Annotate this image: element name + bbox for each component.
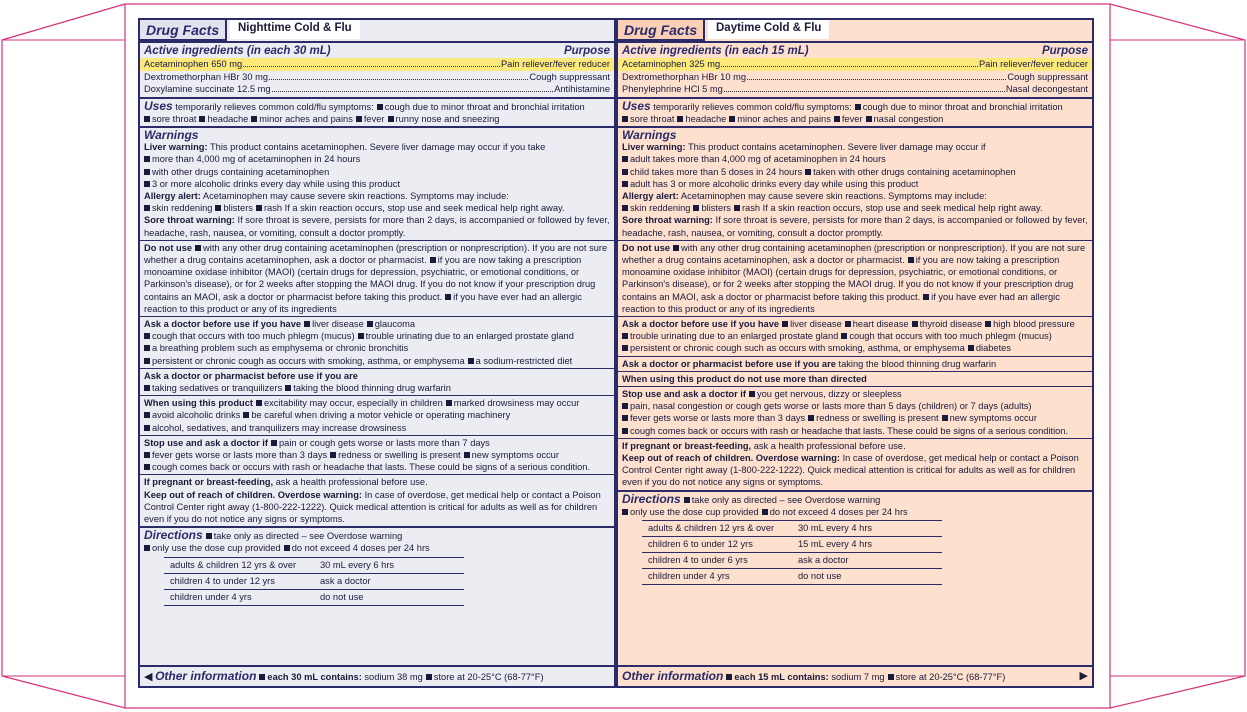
arrow-right-icon: ▶ xyxy=(1079,670,1088,682)
uses-section: Uses temporarily relieves common cold/flu symptoms: cough due to minor throat and bronchial irritation sore throat headache minor aches and pains fever runny nose and sneezing xyxy=(140,97,614,126)
warnings-section: Warnings Liver warning: This product contains acetaminophen. Severe liver damage may occur if you take more than 4,000 mg of acetaminophen in 24 hours with other drugs containing acetaminophen 3 or more alcoholic drinks every day while using this product Allergy alert: Acetaminophen may cause severe skin reactions. Symptoms may include: skin reddening blisters rash If a skin reaction occurs, stop use and seek medical help right away. Sore throat warning: If sore throat is severe, persists for more than 2 days, is accompanied or followed by fever, headache, rash, nausea, or vomiting, consult a doctor promptly. xyxy=(140,126,614,240)
product-title: Nighttime Cold & Flu xyxy=(230,20,360,39)
stop-use-section: Stop use and ask a doctor if pain or cough gets worse or lasts more than 7 days fever gets worse or lasts more than 3 days redness or swelling is present new symptoms occur cough comes back or occurs with rash or headache that lasts. These could be signs of a serious condition. xyxy=(140,435,614,475)
table-row: children under 4 yrs do not use xyxy=(164,589,464,605)
table-row: children 6 to under 12 yrs 15 mL every 4 hrs xyxy=(642,537,942,553)
ask-doctor-section: Ask a doctor before use if you have liver disease heart disease thyroid disease high blood pressure trouble urinating due to an enlarged prostate gland cough that occurs with too much phlegm (mucus) persistent or chronic cough such as occurs with smoking, asthma, or emphysema diabetes xyxy=(618,316,1092,356)
uses-section: Uses temporarily relieves common cold/flu symptoms: cough due to minor throat and bronchial irritation sore throat headache minor aches and pains fever nasal congestion xyxy=(618,97,1092,126)
directions-section: Directions take only as directed – see Overdose warning only use the dose cup provided do not exceed 4 doses per 24 hrs adults & children 12 yrs & over 30 mL every 6 hrs children 4 to under 12 yrs ask a doctor children under 4 yrs do not use xyxy=(140,526,614,608)
directions-section: Directions take only as directed – see Overdose warning only use the dose cup provided do not exceed 4 doses per 24 hrs adults & children 12 yrs & over 30 mL every 4 hrs children 6 to under 12 yrs 15 mL every 4 hrs children 4 to under 6 yrs ask a doctor children under 4 yrs do not use xyxy=(618,490,1092,588)
drug-facts-title: Drug Facts xyxy=(140,20,227,41)
purpose-heading: Purpose xyxy=(1041,45,1088,57)
drug-facts-title: Drug Facts xyxy=(618,20,705,41)
table-row: adults & children 12 yrs & over 30 mL every 6 hrs xyxy=(164,557,464,573)
ingredient-row: Doxylamine succinate 12.5 mg Antihistamine xyxy=(144,84,610,94)
ingredient-row: Acetaminophen 325 mg Pain reliever/fever reducer xyxy=(618,58,1092,71)
dosage-table xyxy=(642,520,942,585)
table-row: adults & children 12 yrs & over 30 mL every 4 hrs xyxy=(642,521,942,537)
table-row: children 4 to under 12 yrs ask a doctor xyxy=(164,573,464,589)
pregnancy-overdose-section: If pregnant or breast-feeding, ask a health professional before use. Keep out of reach of children. Overdose warning: In case of overdose, get medical help or contact a Poison Control Center right away (1-800-222-1222). Quick medical attention is critical for adults as well as for children even if you do not notice any signs or symptoms. xyxy=(140,474,614,526)
nighttime-drug-facts-panel xyxy=(138,18,616,688)
pregnancy-overdose-section: If pregnant or breast-feeding, ask a health professional before use. Keep out of reach of children. Overdose warning: In case of overdose, get medical help or contact a Poison Control Center right away (1-800-222-1222). Quick medical attention is critical for adults as well as for children even if you do not notice any signs or symptoms. xyxy=(618,438,1092,490)
stop-use-section: Stop use and ask a doctor if you get nervous, dizzy or sleepless pain, nasal congestion or cough gets worse or lasts more than 5 days (children) or 7 days (adults) fever gets worse or lasts more than 3 days redness or swelling is present new symptoms occur cough comes back or occurs with rash or headache that lasts. These could be signs of a serious condition. xyxy=(618,386,1092,438)
table-row: children under 4 yrs do not use xyxy=(642,569,942,585)
ask-pharmacist-section: Ask a doctor or pharmacist before use if you are taking the blood thinning drug warfarin xyxy=(618,356,1092,371)
dosage-table xyxy=(164,557,464,606)
other-information-section: Other information each 15 mL contains: sodium 7 mg store at 20-25°C (68-77°F) ▶ xyxy=(618,665,1092,686)
ingredient-row: Phenylephrine HCl 5 mg Nasal decongestant xyxy=(622,84,1088,94)
table-row: children 4 to under 6 yrs ask a doctor xyxy=(642,553,942,569)
ingredient-row: Acetaminophen 650 mg Pain reliever/fever reducer xyxy=(140,58,614,71)
do-not-use-section: Do not use with any other drug containing acetaminophen (prescription or nonprescription). If you are not sure whether a drug contains acetaminophen, ask a doctor or pharmacist. if you are now taking a prescription monoamine oxidase inhibitor (MAOI) (certain drugs for depression, psychiatric, or emotional conditions, or Parkinson's disease), or for 2 weeks after stopping the MAOI drug. If you do not know if your prescription drug contains an MAOI, ask a doctor or pharmacist before taking this product. if you have ever had an allergic reaction to this product or any of its ingredients xyxy=(618,240,1092,316)
warnings-section: Warnings Liver warning: This product contains acetaminophen. Severe liver damage may occur if adult takes more than 4,000 mg of acetaminophen in 24 hours child takes more than 5 doses in 24 hours taken with other drugs containing acetaminophen adult has 3 or more alcoholic drinks every day while using this product Allergy alert: Acetaminophen may cause severe skin reactions. Symptoms may include: skin reddening blisters rash If a skin reaction occurs, stop use and seek medical help right away. Sore throat warning: If sore throat is severe, persists for more than 2 days, is accompanied or followed by fever, headache, rash, nausea, or vomiting, consult a doctor promptly. xyxy=(618,126,1092,240)
when-using-section: When using this product do not use more than directed xyxy=(618,371,1092,386)
active-ingredients-section xyxy=(618,41,1092,97)
ingredient-row: Dextromethorphan HBr 30 mg Cough suppressant xyxy=(144,71,610,82)
arrow-left-icon: ◀ xyxy=(144,671,153,683)
ask-pharmacist-section: Ask a doctor or pharmacist before use if you are taking sedatives or tranquilizers taking the blood thinning drug warfarin xyxy=(140,368,614,395)
ai-heading: Active ingredients (in each 15 mL) xyxy=(622,45,809,57)
purpose-heading: Purpose xyxy=(563,45,610,57)
ai-heading: Active ingredients (in each 30 mL) xyxy=(144,45,331,57)
active-ingredients-section xyxy=(140,41,614,97)
ask-doctor-section: Ask a doctor before use if you have liver disease glaucoma cough that occurs with too much phlegm (mucus) trouble urinating due to an enlarged prostate gland a breathing problem such as emphysema or chronic bronchitis persistent or chronic cough as occurs with smoking, asthma, or emphysema a sodium-restricted diet xyxy=(140,316,614,368)
product-title: Daytime Cold & Flu xyxy=(708,20,829,39)
when-using-section: When using this product excitability may occur, especially in children marked drowsiness may occur avoid alcoholic drinks be careful when driving a motor vehicle or operating machinery alcohol, sedatives, and tranquilizers may increase drowsiness xyxy=(140,395,614,435)
do-not-use-section: Do not use with any other drug containing acetaminophen (prescription or nonprescription). If you are not sure whether a drug contains acetaminophen, ask a doctor or pharmacist. if you are now taking a prescription monoamine oxidase inhibitor (MAOI) (certain drugs for depression, psychiatric, or emotional conditions, or Parkinson's disease), or for 2 weeks after stopping the MAOI drug. If you do not know if your prescription drug contains an MAOI, ask a doctor or pharmacist before taking this product. if you have ever had an allergic reaction to this product or any of its ingredients xyxy=(140,240,614,316)
other-information-section: ◀ Other information each 30 mL contains: sodium 38 mg store at 20-25°C (68-77°F) xyxy=(140,665,614,686)
daytime-drug-facts-panel xyxy=(616,18,1094,688)
ingredient-row: Dextromethorphan HBr 10 mg Cough suppressant xyxy=(622,71,1088,82)
